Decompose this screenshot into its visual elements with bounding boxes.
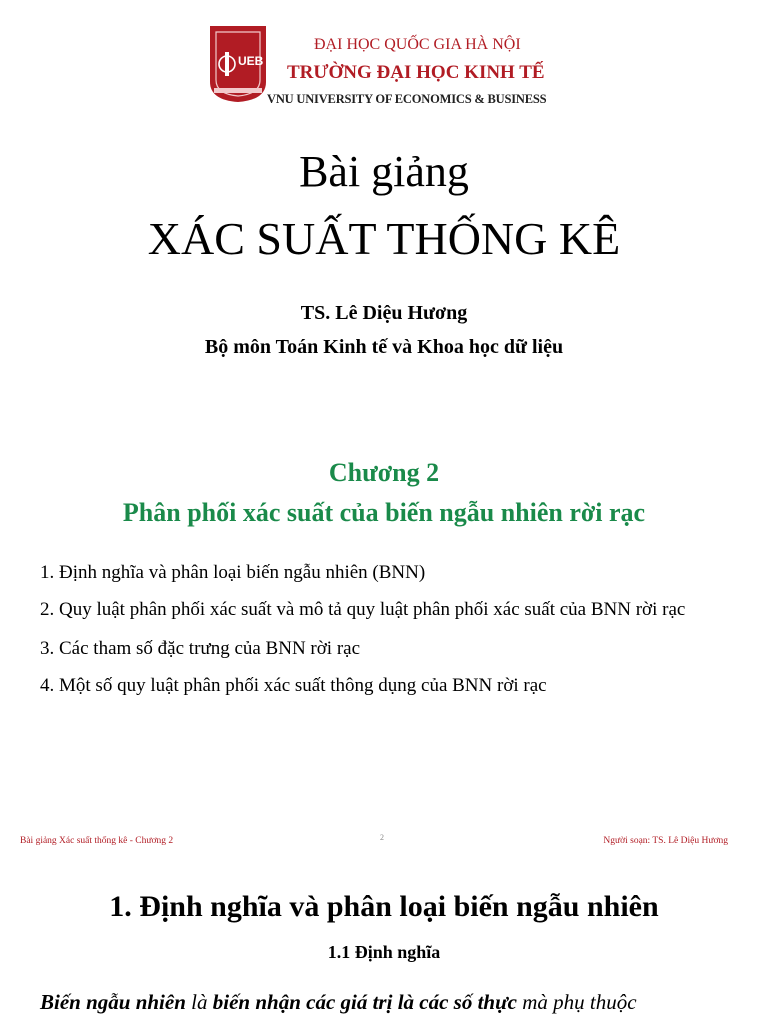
- section-title: 1. Định nghĩa và phân loại biến ngẫu nhiên: [109, 890, 659, 923]
- author-name: TS. Lê Diệu Hương: [300, 302, 468, 324]
- definition-connector: là: [185, 990, 213, 1014]
- school-name: TRƯỜNG ĐẠI HỌC KINH TẾ: [287, 62, 545, 83]
- university-logo: [208, 24, 268, 104]
- lecture-title: Bài giảng: [299, 147, 469, 196]
- footer-course-label: Bài giảng Xác suất thống kê - Chương 2: [20, 836, 174, 846]
- outline-item: 2. Quy luật phân phối xác suất và mô tả quy luật phân phối xác suất của BNN rời rạc: [40, 599, 686, 620]
- university-name-en: VNU UNIVERSITY OF ECONOMICS & BUSINESS: [267, 92, 547, 106]
- page-number: 2: [380, 833, 384, 842]
- definition-continuation: mà phụ thuộc: [517, 990, 637, 1014]
- outline-item: 4. Một số quy luật phân phối xác suất thông dụng của BNN rời rạc: [40, 675, 547, 696]
- definition-phrase: biến nhận các giá trị là các số thực: [212, 990, 518, 1014]
- department-name: Bộ môn Toán Kinh tế và Khoa học dữ liệu: [204, 336, 564, 358]
- chapter-number: Chương 2: [328, 458, 440, 487]
- outline-item: 3. Các tham số đặc trưng của BNN rời rạc: [40, 638, 361, 659]
- definition-text: [40, 990, 637, 1015]
- outline-item: 1. Định nghĩa và phân loại biến ngẫu nhiên (BNN): [40, 562, 426, 583]
- chapter-outline: [40, 560, 740, 710]
- course-title: XÁC SUẤT THỐNG KÊ: [147, 213, 621, 264]
- university-name-vn: ĐẠI HỌC QUỐC GIA HÀ NỘI: [314, 36, 521, 53]
- definition-term: Biến ngẫu nhiên: [40, 990, 186, 1014]
- chapter-title: Phân phối xác suất của biến ngẫu nhiên rời rạc: [122, 498, 646, 527]
- subsection-title: 1.1 Định nghĩa: [327, 942, 441, 962]
- footer-author-label: Người soạn: TS. Lê Diệu Hương: [603, 836, 728, 846]
- logo-text: UEB: [238, 54, 264, 68]
